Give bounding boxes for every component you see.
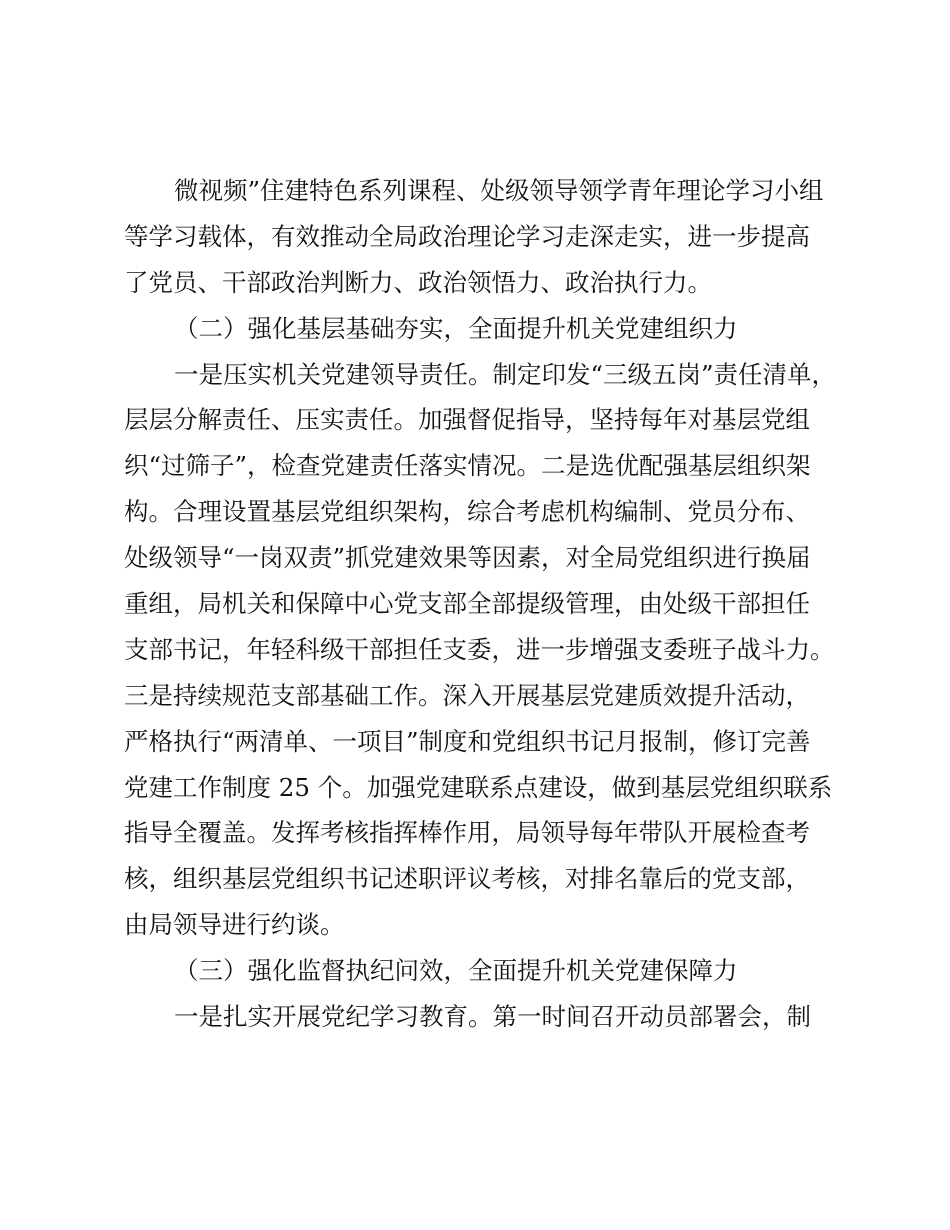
text-line: 了党员、干部政治判断力、政治领悟力、政治执行力。 [124, 267, 712, 297]
text-line: 层层分解责任、压实责任。加强督促指导，坚持每年对基层党组 [124, 405, 810, 435]
text-line: 三是持续规范支部基础工作。深入开展基层党建质效提升活动， [124, 680, 810, 710]
text-line: 一是扎实开展党纪学习教育。第一时间召开动员部署会，制 [174, 1002, 811, 1032]
body-text [124, 168, 864, 1040]
text-line: 微视频”住建特色系列课程、处级领导领学青年理论学习小组 [174, 176, 824, 205]
text-line: 严格执行“两清单、一项目”制度和党组织书记月报制，修订完善 [124, 726, 811, 756]
text-line: 织“过筛子”，检查党建责任落实情况。二是选优配强基层组织架 [124, 451, 811, 481]
text-line: 构。合理设置基层党组织架构，综合考虑机构编制、党员分布、 [124, 497, 810, 527]
section-heading: （三）强化监督执纪问效，全面提升机关党建保障力 [174, 956, 738, 986]
text-line: 党建工作制度 25 个。加强党建联系点建设，做到基层党组织联系 [124, 772, 833, 802]
text-line: 指导全覆盖。发挥考核指挥棒作用，局领导每年带队开展检查考 [124, 818, 810, 848]
text-line: 由局领导进行约谈。 [124, 910, 345, 940]
text-line: 处级领导“一岗双责”抓党建效果等因素，对全局党组织进行换届 [124, 543, 811, 573]
text-line: 核，组织基层党组织书记述职评议考核，对排名靠后的党支部， [124, 864, 810, 894]
text-line: 支部书记，年轻科级干部担任支委，进一步增强支委班子战斗力。 [124, 634, 835, 664]
text-line: 等学习载体，有效推动全局政治理论学习走深走实，进一步提高 [124, 221, 810, 251]
text-line: 一是压实机关党建领导责任。制定印发“三级五岗”责任清单， [174, 359, 837, 389]
text-line: 重组，局机关和保障中心党支部全部提级管理，由处级干部担任 [124, 589, 810, 619]
section-heading: （二）强化基层基础夯实，全面提升机关党建组织力 [174, 313, 738, 343]
